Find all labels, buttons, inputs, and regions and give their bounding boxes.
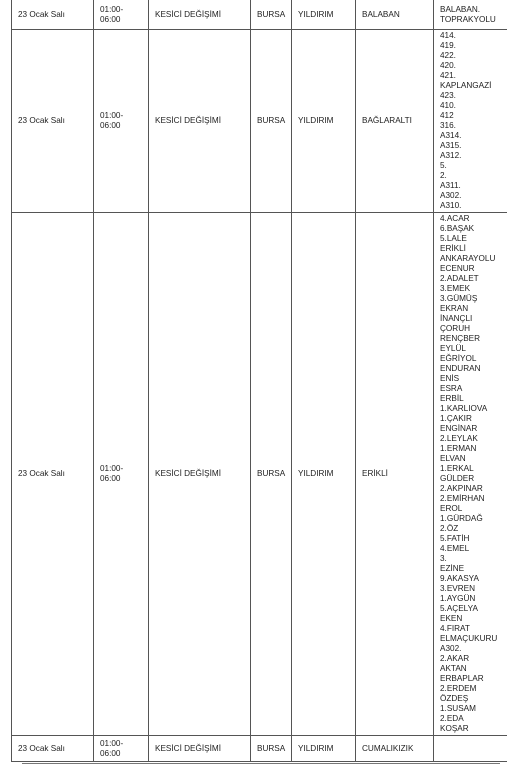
street-item: ELMAÇUKURU bbox=[440, 634, 498, 643]
street-item: 5. bbox=[440, 161, 447, 170]
street-item: A315. bbox=[440, 141, 462, 150]
street-item: A314. bbox=[440, 131, 462, 140]
table-row bbox=[12, 736, 507, 762]
street-item: 4.FIRAT bbox=[440, 624, 470, 633]
time-cell bbox=[94, 0, 149, 30]
time-start: 01:00- bbox=[100, 111, 124, 120]
street-item: ÇORUH bbox=[440, 324, 471, 333]
page-divider bbox=[22, 763, 500, 764]
street-item: 5.AÇELYA bbox=[440, 604, 478, 613]
street-item: ANKARAYOLU bbox=[440, 254, 496, 263]
street-item: 1.ERKAL bbox=[440, 464, 474, 473]
street-item: 3.EVREN bbox=[440, 584, 476, 593]
street-item: 3. bbox=[440, 554, 447, 563]
date-cell: 23 Ocak Salı bbox=[12, 0, 94, 30]
street-item: 2.EDA bbox=[440, 714, 464, 723]
street-item: EKEN bbox=[440, 614, 463, 623]
date-cell: 23 Ocak Salı bbox=[12, 30, 94, 213]
street-item: ÖZDEŞ bbox=[440, 694, 469, 703]
street-item: 2.EMİRHAN bbox=[440, 494, 485, 503]
street-item: 316. bbox=[440, 121, 456, 130]
street-item: 3.EMEK bbox=[440, 284, 471, 293]
street-item: A311. bbox=[440, 181, 461, 190]
street-item: A302. bbox=[440, 644, 462, 653]
time-start: 01:00- bbox=[100, 4, 124, 14]
time-end: 06:00 bbox=[100, 121, 121, 130]
street-item: 9.AKASYA bbox=[440, 574, 479, 583]
street-item: 421. bbox=[440, 71, 456, 80]
neighborhood-cell: BALABAN bbox=[356, 0, 434, 30]
street-item: EROL bbox=[440, 504, 463, 513]
street-item: 422. bbox=[440, 51, 456, 60]
street-item: TOPRAKYOLU bbox=[440, 14, 496, 24]
city-cell: BURSA bbox=[251, 213, 292, 736]
type-cell: KESİCİ DEĞİŞİMİ bbox=[149, 30, 251, 213]
time-end: 06:00 bbox=[100, 748, 121, 758]
street-item: 1.SUSAM bbox=[440, 704, 476, 713]
time-cell bbox=[94, 213, 149, 736]
street-item: ECENUR bbox=[440, 264, 475, 273]
city-cell: BURSA bbox=[251, 736, 292, 762]
outage-table bbox=[11, 0, 507, 762]
street-item: ERBAPLAR bbox=[440, 674, 484, 683]
street-item: 1.ERMAN bbox=[440, 444, 477, 453]
street-item: İNANÇLI bbox=[440, 314, 473, 323]
street-item: 2.AKPINAR bbox=[440, 484, 483, 493]
city-cell: BURSA bbox=[251, 0, 292, 30]
district-cell: YILDIRIM bbox=[292, 736, 356, 762]
streets-cell bbox=[434, 0, 507, 30]
street-item: KOŞAR bbox=[440, 724, 469, 733]
street-item: 412 bbox=[440, 111, 454, 120]
date-cell: 23 Ocak Salı bbox=[12, 736, 94, 762]
street-item: BALABAN. bbox=[440, 4, 481, 14]
city-cell: BURSA bbox=[251, 30, 292, 213]
streets-cell bbox=[434, 30, 507, 213]
street-item: 2.ÖZ bbox=[440, 524, 459, 533]
type-cell: KESİCİ DEĞİŞİMİ bbox=[149, 213, 251, 736]
street-item: 419. bbox=[440, 41, 456, 50]
street-item: 4.EMEL bbox=[440, 544, 470, 553]
street-item: 2.ADALET bbox=[440, 274, 479, 283]
street-item: EYLÜL bbox=[440, 344, 466, 353]
district-cell: YILDIRIM bbox=[292, 0, 356, 30]
street-item: EZİNE bbox=[440, 564, 465, 573]
street-item: 423. bbox=[440, 91, 456, 100]
street-item: RENÇBER bbox=[440, 334, 481, 343]
street-item: ELVAN bbox=[440, 454, 466, 463]
time-start: 01:00- bbox=[100, 738, 124, 748]
table-row bbox=[12, 30, 507, 213]
street-item: A310. bbox=[440, 201, 462, 210]
street-item: A302. bbox=[440, 191, 462, 200]
neighborhood-cell: CUMALIKIZIK bbox=[356, 736, 434, 762]
time-cell bbox=[94, 30, 149, 213]
street-item: ERİKLİ bbox=[440, 244, 466, 253]
street-item: 420. bbox=[440, 61, 456, 70]
street-item: ERBİL bbox=[440, 394, 464, 403]
street-item: 3.GÜMÜŞ bbox=[440, 294, 478, 303]
street-item: 2.AKAR bbox=[440, 654, 470, 663]
type-cell: KESİCİ DEĞİŞİMİ bbox=[149, 736, 251, 762]
street-item: 1.ÇAKIR bbox=[440, 414, 472, 423]
street-item: 2.LEYLAK bbox=[440, 434, 478, 443]
street-item: 1.GÜRDAĞ bbox=[440, 514, 483, 523]
street-item: 1.AYGÜN bbox=[440, 594, 476, 603]
street-item: AKTAN bbox=[440, 664, 467, 673]
district-cell: YILDIRIM bbox=[292, 213, 356, 736]
street-item: ESRA bbox=[440, 384, 463, 393]
neighborhood-cell: ERİKLİ bbox=[356, 213, 434, 736]
street-item: 414. bbox=[440, 31, 456, 40]
street-item: 1.KARLIOVA bbox=[440, 404, 488, 413]
street-item: 5.FATİH bbox=[440, 534, 470, 543]
time-start: 01:00- bbox=[100, 464, 124, 473]
table-row bbox=[12, 213, 507, 736]
street-item: 5.LALE bbox=[440, 234, 467, 243]
street-item: 2. bbox=[440, 171, 447, 180]
time-cell bbox=[94, 736, 149, 762]
street-item: ENDURAN bbox=[440, 364, 481, 373]
streets-cell bbox=[434, 736, 507, 762]
time-end: 06:00 bbox=[100, 14, 121, 24]
streets-cell bbox=[434, 213, 507, 736]
street-item: GÜLDER bbox=[440, 474, 475, 483]
neighborhood-cell: BAĞLARALTI bbox=[356, 30, 434, 213]
street-item: 4.ACAR bbox=[440, 214, 470, 223]
street-item: KAPLANGAZİ bbox=[440, 81, 492, 90]
street-item: ENGİNAR bbox=[440, 424, 478, 433]
time-end: 06:00 bbox=[100, 474, 121, 483]
type-cell: KESİCİ DEĞİŞİMİ bbox=[149, 0, 251, 30]
street-item: 2.ERDEM bbox=[440, 684, 477, 693]
street-item: A312. bbox=[440, 151, 462, 160]
street-item: 410. bbox=[440, 101, 456, 110]
street-item: EKRAN bbox=[440, 304, 469, 313]
street-item: EĞRİYOL bbox=[440, 354, 477, 363]
district-cell: YILDIRIM bbox=[292, 30, 356, 213]
street-item: ENİS bbox=[440, 374, 460, 383]
date-cell: 23 Ocak Salı bbox=[12, 213, 94, 736]
table-row bbox=[12, 0, 507, 30]
street-item: 6.BAŞAK bbox=[440, 224, 475, 233]
